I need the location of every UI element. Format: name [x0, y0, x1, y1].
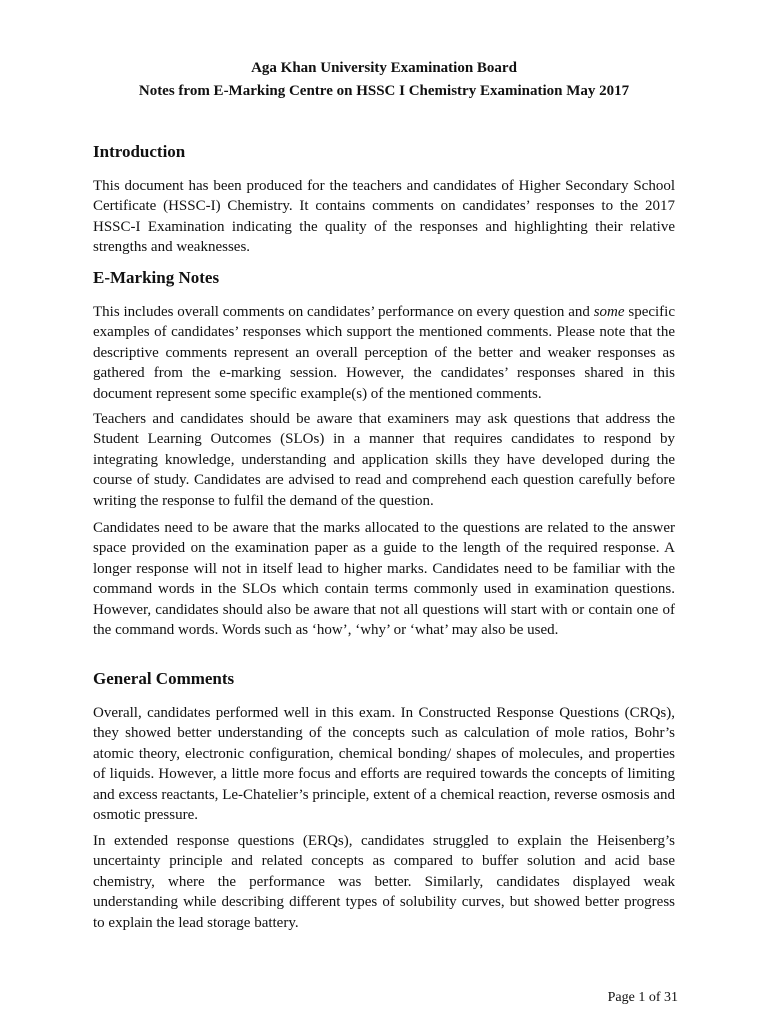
footer-page-label: Page — [607, 990, 635, 1005]
section-title-general-comments: General Comments — [93, 669, 235, 688]
document-header-title: Notes from E-Marking Centre on HSSC I Chemistry Examination May 2017 — [138, 83, 630, 99]
section-title-emarking-notes: E-Marking Notes — [93, 268, 220, 287]
emarking-paragraph-1 — [93, 302, 675, 404]
emarking-p1-emphasis: some — [593, 304, 625, 320]
general-paragraph-2: In extended response questions (ERQs), candidates struggled to explain the Heisenberg’s uncertainty principle and related concepts as compared to buffer solution and acid base chemistry, where the performance was better. Similarly, candidates displayed weak understanding while describing different types of solubility curves, but showed better progress to explain the lead storage battery. — [93, 833, 675, 931]
footer-total-pages: 31 — [664, 990, 678, 1005]
emarking-p1-text-after: specific examples of candidates’ responses which support the mentioned comments. Please note that the descriptive comments represent an overall perception of the better and weaker responses as gathered from the e-marking session. However, the candidates’ responses shared in this document represent some specific example(s) of the mentioned comments. — [93, 304, 676, 402]
emarking-p1-text-before: This includes overall comments on candidates’ performance on every question and — [93, 304, 594, 320]
emarking-paragraph-3: Candidates need to be aware that the marks allocated to the questions are related to the answer space provided on the examination paper as a guide to the length of the required response. A longer response will not in itself lead to higher marks. Candidates need to be familiar with the command words in the SLOs which contain terms commonly used in examination questions. However, candidates should also be aware that not all questions will start with or contain one of the command words. Words such as ‘how’, ‘why’ or ‘what’ may also be used. — [93, 520, 675, 639]
footer-of-label: of — [648, 990, 661, 1005]
document-header-organization: Aga Khan University Examination Board — [251, 60, 517, 76]
introduction-paragraph: This document has been produced for the teachers and candidates of Higher Secondary School Certificate (HSSC-I) Chemistry. It contains comments on candidates’ responses to the 2017 HSSC-I Examination indicating the quality of the responses and highlighting their relative strengths and weaknesses. — [93, 178, 675, 256]
general-paragraph-1: Overall, candidates performed well in this exam. In Constructed Response Questions (CRQs), they showed better understanding of the concepts such as calculation of mole ratios, Bohr’s atomic theory, electronic configuration, chemical bonding/ shapes of molecules, and properties of liquids. However, a little more focus and efforts are required towards the concepts of limiting and excess reactants, Le-Chatelier’s principle, extent of a chemical reaction, reverse osmosis and osmotic pressure. — [93, 705, 675, 824]
page-number-footer — [608, 990, 678, 1006]
footer-page-number: 1 — [638, 990, 646, 1005]
emarking-paragraph-2: Teachers and candidates should be aware that examiners may ask questions that address the Student Learning Outcomes (SLOs) in a manner that requires candidates to respond by integrating knowledge, understanding and application skills they have developed during the course of study. Candidates are advised to read and comprehend each question carefully before writing the response to fulfil the demand of the question. — [93, 411, 675, 509]
section-title-introduction: Introduction — [93, 142, 186, 161]
